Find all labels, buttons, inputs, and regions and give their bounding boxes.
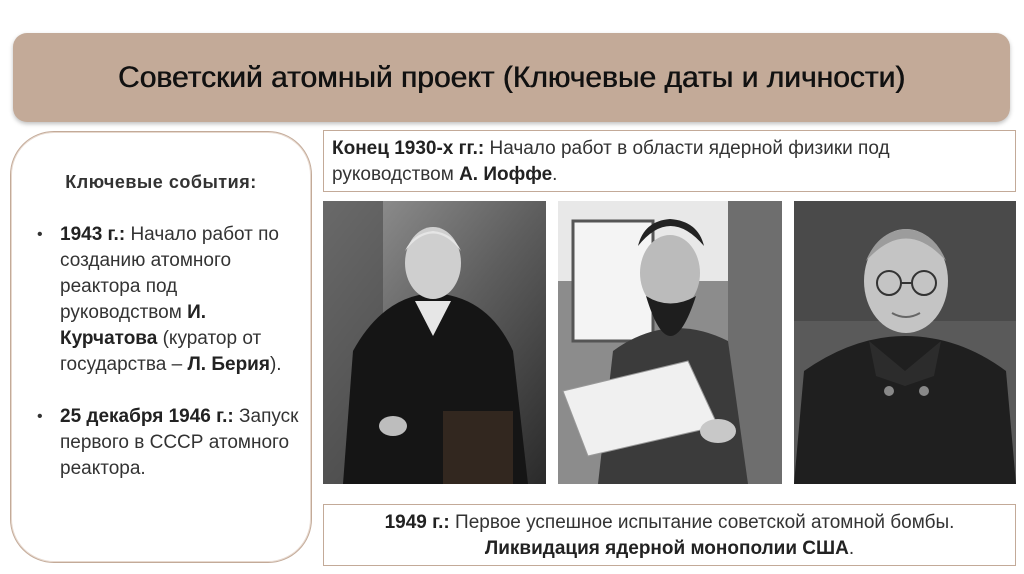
- top-note-box: [323, 130, 1016, 192]
- bottom-note-box: [323, 504, 1016, 566]
- events-heading: Ключевые события:: [65, 172, 257, 192]
- event-text: (куратор от государства –: [60, 328, 262, 375]
- event-item-1946: [37, 404, 299, 482]
- photo-ioffe: [323, 201, 546, 484]
- top-note-text: Начало работ в области ядерной физики под руководством: [332, 138, 890, 185]
- event-text: ).: [269, 354, 282, 375]
- event-person-beria: Л. Берия: [187, 354, 270, 375]
- bottom-note-text: Первое успешное испытание советской атомной бомбы.: [449, 512, 955, 533]
- top-note-end: .: [552, 164, 558, 185]
- events-list: [37, 222, 299, 508]
- top-note-date: Конец 1930-х гг.:: [332, 138, 485, 159]
- event-text: Начало работ по созданию атомного реактора под руководством: [60, 224, 279, 323]
- bottom-note-date: 1949 г.:: [384, 512, 450, 533]
- event-text: Запуск первого в СССР атомного реактора.: [60, 406, 299, 479]
- event-item-1943: [37, 222, 299, 378]
- bottom-note-end: .: [848, 538, 855, 559]
- bullet-icon: •: [37, 226, 43, 243]
- event-date: 25 декабря 1946 г.:: [60, 406, 234, 427]
- slide-title: Советский атомный проект (Ключевые даты и личности): [117, 60, 906, 94]
- bullet-icon: •: [37, 408, 43, 425]
- key-events-card: [10, 131, 312, 563]
- event-person-kurchatov: И. Курчатова: [60, 302, 206, 349]
- bottom-note-bold: Ликвидация ядерной монополии США: [484, 538, 849, 559]
- title-bar: [13, 33, 1010, 122]
- top-note-person: А. Иоффе: [459, 164, 553, 185]
- photo-kurchatov: [558, 201, 782, 484]
- event-date: 1943 г.:: [60, 224, 126, 245]
- photo-beria: [794, 201, 1016, 484]
